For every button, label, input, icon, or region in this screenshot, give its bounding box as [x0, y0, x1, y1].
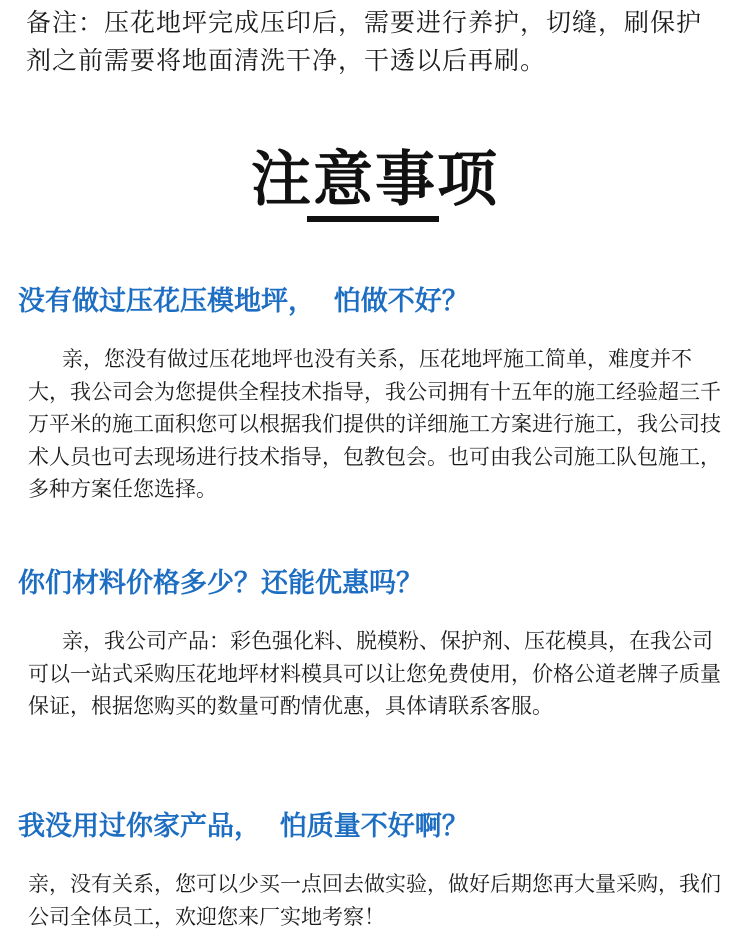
question-heading-2: 你们材料价格多少？还能优惠吗？	[18, 568, 423, 599]
answer-paragraph-1: 亲，您没有做过压花地坪也没有关系，压花地坪施工简单，难度并不大，我公司会为您提供全程技术指导，我公司拥有十五年的施工经验超三千万平米的施工面积您可以根据我们提供的详细施工方案进行施工，我公司技术人员也可去现场进行技术指导，包教包会。也可由我公司施工队包施工，多种方案任您选择。	[28, 347, 721, 501]
page-title: 注意事项	[251, 145, 499, 215]
answer-paragraph-2: 亲，我公司产品：彩色强化料、脱模粉、保护剂、压花模具，在我公司可以一站式采购压花地坪材料模具可以让您免费使用，价格公道老牌子质量保证，根据您购买的数量可酌情优惠，具体请联系客服。	[28, 629, 721, 718]
note-paragraph: 备注：压花地坪完成压印后，需要进行养护，切缝，刷保护剂之前需要将地面清洗干净，干透以后再刷。	[26, 8, 703, 75]
answer-paragraph-3: 亲，没有关系，您可以少买一点回去做实验，做好后期您再大量采购，我们公司全体员工，欢迎您来厂实地考察！	[28, 872, 721, 929]
question-heading-1: 没有做过压花压模地坪， 怕做不好？	[18, 286, 469, 317]
title-underline	[307, 216, 439, 222]
question-heading-3: 我没用过你家产品， 怕质量不好啊？	[18, 811, 469, 842]
